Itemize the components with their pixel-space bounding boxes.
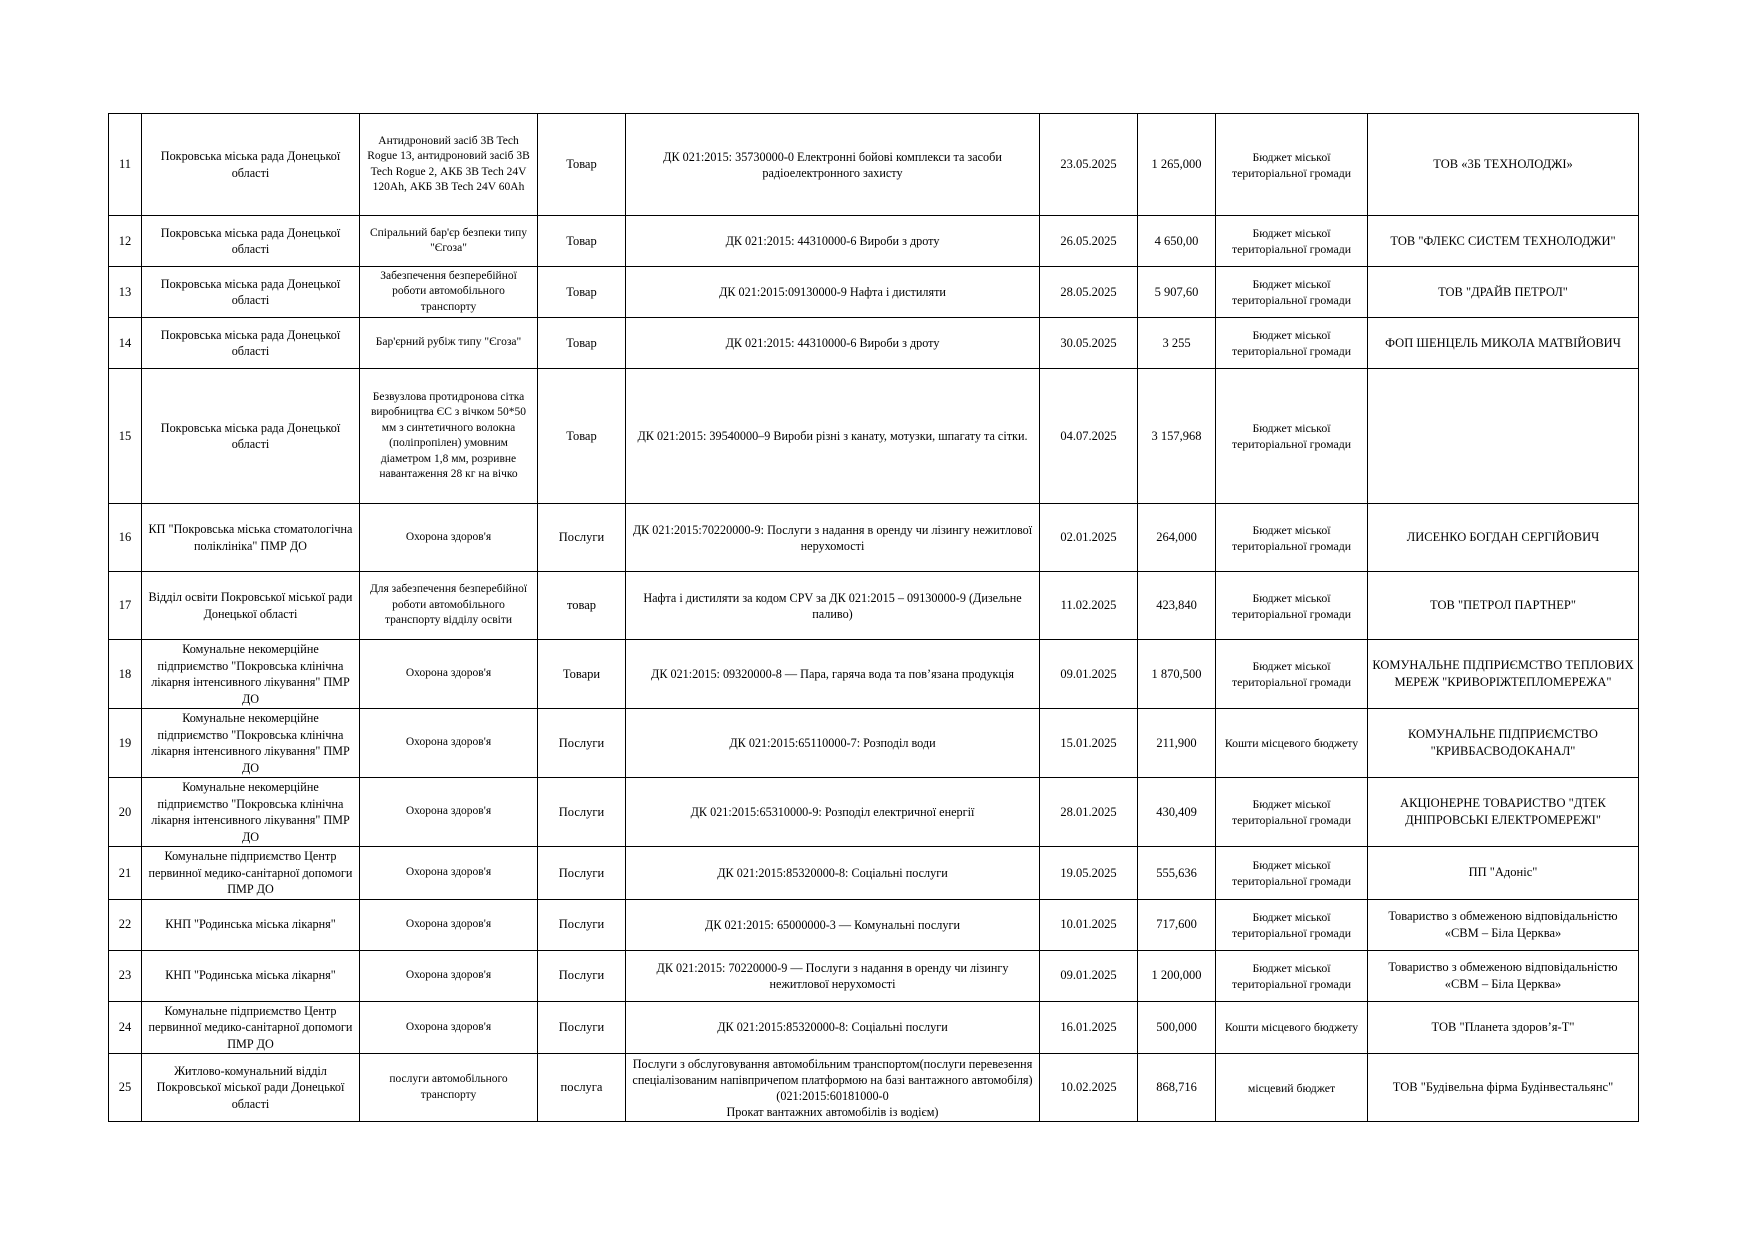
customer-cell: Покровська міська рада Донецької області (142, 318, 360, 369)
supplier-cell: ФОП ШЕНЦЕЛЬ МИКОЛА МАТВІЙОВИЧ (1368, 318, 1639, 369)
subject-cell: Бар'єрний рубіж типу "Єгоза" (360, 318, 538, 369)
subject-cell: Охорона здоров'я (360, 847, 538, 900)
supplier-cell: Товариство з обмеженою відповідальністю «СВМ – Біла Церква» (1368, 950, 1639, 1001)
row-number-cell: 14 (109, 318, 142, 369)
cpv-code-cell: Послуги з обслуговування автомобільним транспортом(послуги перевезення спеціалізованим напівпричепом платформою на базі вантажного автомобіля) (021:2015:60181000-0 Прокат вантажних автомобілів із водієм) (626, 1054, 1040, 1122)
funding-source-cell: Бюджет міської територіальної громади (1216, 114, 1368, 216)
table-row (109, 1001, 1639, 1054)
funding-source-cell: Кошти місцевого бюджету (1216, 1001, 1368, 1054)
customer-cell: Комунальне некомерційне підприємство "Покровська клінічна лікарня інтенсивного лікування" ПМР ДО (142, 640, 360, 709)
supplier-cell: ЛИСЕНКО БОГДАН СЕРГІЙОВИЧ (1368, 504, 1639, 572)
date-cell: 28.01.2025 (1040, 778, 1138, 847)
amount-cell: 555,636 (1138, 847, 1216, 900)
procurement-type-cell: товар (538, 572, 626, 640)
cpv-code-cell: ДК 021:2015:70220000-9: Послуги з надання в оренду чи лізингу нежитлової нерухомості (626, 504, 1040, 572)
row-number-cell: 21 (109, 847, 142, 900)
cpv-code-cell: ДК 021:2015:65310000-9: Розподіл електричної енергії (626, 778, 1040, 847)
funding-source-cell: Бюджет міської територіальної громади (1216, 950, 1368, 1001)
supplier-cell: ПП "Адоніс" (1368, 847, 1639, 900)
funding-source-cell: Бюджет міської територіальної громади (1216, 369, 1368, 504)
procurement-type-cell: Товар (538, 267, 626, 318)
row-number-cell: 23 (109, 950, 142, 1001)
table-row (109, 899, 1639, 950)
date-cell: 11.02.2025 (1040, 572, 1138, 640)
procurement-type-cell: Послуги (538, 778, 626, 847)
amount-cell: 717,600 (1138, 899, 1216, 950)
table-row (109, 1054, 1639, 1122)
customer-cell: КНП "Родинська міська лікарня" (142, 950, 360, 1001)
date-cell: 09.01.2025 (1040, 640, 1138, 709)
date-cell: 02.01.2025 (1040, 504, 1138, 572)
amount-cell: 1 265,000 (1138, 114, 1216, 216)
customer-cell: Відділ освіти Покровської міської ради Донецької області (142, 572, 360, 640)
cpv-code-cell: ДК 021:2015:65110000-7: Розподіл води (626, 709, 1040, 778)
procurement-type-cell: Послуги (538, 899, 626, 950)
amount-cell: 868,716 (1138, 1054, 1216, 1122)
customer-cell: Покровська міська рада Донецької області (142, 216, 360, 267)
funding-source-cell: Бюджет міської територіальної громади (1216, 318, 1368, 369)
procurement-type-cell: Послуги (538, 709, 626, 778)
supplier-cell: КОМУНАЛЬНЕ ПІДПРИЄМСТВО "КРИВБАСВОДОКАНАЛ" (1368, 709, 1639, 778)
table-row (109, 216, 1639, 267)
procurement-type-cell: Товар (538, 369, 626, 504)
amount-cell: 1 200,000 (1138, 950, 1216, 1001)
table-row (109, 847, 1639, 900)
supplier-cell: ТОВ «3Б ТЕХНОЛОДЖІ» (1368, 114, 1639, 216)
date-cell: 23.05.2025 (1040, 114, 1138, 216)
amount-cell: 264,000 (1138, 504, 1216, 572)
amount-cell: 1 870,500 (1138, 640, 1216, 709)
customer-cell: Комунальне некомерційне підприємство "Покровська клінічна лікарня інтенсивного лікування" ПМР ДО (142, 778, 360, 847)
cpv-code-cell: ДК 021:2015: 39540000–9 Вироби різні з канату, мотузки, шпагату та сітки. (626, 369, 1040, 504)
funding-source-cell: Бюджет міської територіальної громади (1216, 216, 1368, 267)
supplier-cell: ТОВ "ФЛЕКС СИСТЕМ ТЕХНОЛОДЖИ" (1368, 216, 1639, 267)
amount-cell: 423,840 (1138, 572, 1216, 640)
procurement-type-cell: Послуги (538, 847, 626, 900)
procurement-type-cell: Послуги (538, 1001, 626, 1054)
amount-cell: 3 157,968 (1138, 369, 1216, 504)
date-cell: 19.05.2025 (1040, 847, 1138, 900)
procurement-type-cell: Послуги (538, 950, 626, 1001)
date-cell: 16.01.2025 (1040, 1001, 1138, 1054)
row-number-cell: 24 (109, 1001, 142, 1054)
date-cell: 10.01.2025 (1040, 899, 1138, 950)
table-row (109, 369, 1639, 504)
supplier-cell: ТОВ "Будівельна фірма Будінвестальянс" (1368, 1054, 1639, 1122)
customer-cell: Комунальне підприємство Центр первинної медико-санітарної допомоги ПМР ДО (142, 1001, 360, 1054)
date-cell: 15.01.2025 (1040, 709, 1138, 778)
table-body (109, 114, 1639, 1122)
date-cell: 04.07.2025 (1040, 369, 1138, 504)
table-row (109, 318, 1639, 369)
cpv-code-cell: ДК 021:2015: 44310000-6 Вироби з дроту (626, 216, 1040, 267)
cpv-code-cell: ДК 021:2015:85320000-8: Соціальні послуги (626, 1001, 1040, 1054)
amount-cell: 500,000 (1138, 1001, 1216, 1054)
cpv-code-cell: ДК 021:2015:85320000-8: Соціальні послуги (626, 847, 1040, 900)
funding-source-cell: Бюджет міської територіальної громади (1216, 572, 1368, 640)
customer-cell: Покровська міська рада Донецької області (142, 369, 360, 504)
amount-cell: 5 907,60 (1138, 267, 1216, 318)
cpv-code-cell: ДК 021:2015:09130000-9 Нафта і дистиляти (626, 267, 1040, 318)
customer-cell: КП "Покровська міська стоматологічна поліклініка" ПМР ДО (142, 504, 360, 572)
procurement-type-cell: послуга (538, 1054, 626, 1122)
subject-cell: Забезпечення безперебійної роботи автомобільного транспорту (360, 267, 538, 318)
date-cell: 10.02.2025 (1040, 1054, 1138, 1122)
funding-source-cell: Бюджет міської територіальної громади (1216, 847, 1368, 900)
supplier-cell: ТОВ "ПЕТРОЛ ПАРТНЕР" (1368, 572, 1639, 640)
subject-cell: Для забезпечення безперебійної роботи автомобільного транспорту відділу освіти (360, 572, 538, 640)
table-row (109, 267, 1639, 318)
subject-cell: Антидроновий засіб 3B Tech Rogue 13, антидроновий засіб 3B Tech Rogue 2, АКБ 3B Tech 24V 120Ah, АКБ 3B Tech 24V 60Ah (360, 114, 538, 216)
amount-cell: 430,409 (1138, 778, 1216, 847)
row-number-cell: 25 (109, 1054, 142, 1122)
row-number-cell: 12 (109, 216, 142, 267)
supplier-cell: АКЦІОНЕРНЕ ТОВАРИСТВО "ДТЕК ДНІПРОВСЬКІ ЕЛЕКТРОМЕРЕЖІ" (1368, 778, 1639, 847)
customer-cell: Комунальне некомерційне підприємство "Покровська клінічна лікарня інтенсивного лікування" ПМР ДО (142, 709, 360, 778)
funding-source-cell: Кошти місцевого бюджету (1216, 709, 1368, 778)
row-number-cell: 13 (109, 267, 142, 318)
row-number-cell: 18 (109, 640, 142, 709)
supplier-cell: Товариство з обмеженою відповідальністю «СВМ – Біла Церква» (1368, 899, 1639, 950)
funding-source-cell: Бюджет міської територіальної громади (1216, 640, 1368, 709)
supplier-cell (1368, 369, 1639, 504)
procurement-type-cell: Товар (538, 318, 626, 369)
customer-cell: КНП "Родинська міська лікарня" (142, 899, 360, 950)
table-row (109, 709, 1639, 778)
amount-cell: 4 650,00 (1138, 216, 1216, 267)
table-row (109, 778, 1639, 847)
customer-cell: Комунальне підприємство Центр первинної медико-санітарної допомоги ПМР ДО (142, 847, 360, 900)
amount-cell: 3 255 (1138, 318, 1216, 369)
date-cell: 09.01.2025 (1040, 950, 1138, 1001)
cpv-code-cell: ДК 021:2015: 44310000-6 Вироби з дроту (626, 318, 1040, 369)
subject-cell: Спіральний бар'єр безпеки типу "Єгоза" (360, 216, 538, 267)
customer-cell: Покровська міська рада Донецької області (142, 114, 360, 216)
subject-cell: Охорона здоров'я (360, 504, 538, 572)
table-row (109, 572, 1639, 640)
cpv-code-cell: ДК 021:2015: 70220000-9 — Послуги з надання в оренду чи лізингу нежитлової нерухомості (626, 950, 1040, 1001)
table-row (109, 950, 1639, 1001)
subject-cell: Охорона здоров'я (360, 1001, 538, 1054)
supplier-cell: КОМУНАЛЬНЕ ПІДПРИЄМСТВО ТЕПЛОВИХ МЕРЕЖ "КРИВОРІЖТЕПЛОМЕРЕЖА" (1368, 640, 1639, 709)
row-number-cell: 17 (109, 572, 142, 640)
subject-cell: Безвузлова протидронова сітка виробництва ЄС з вічком 50*50 мм з синтетичного волокна (поліпропілен) умовним діаметром 1,8 мм, розривне навантаження 28 кг на вічко (360, 369, 538, 504)
subject-cell: Охорона здоров'я (360, 709, 538, 778)
subject-cell: послуги автомобільного транспорту (360, 1054, 538, 1122)
procurement-type-cell: Товари (538, 640, 626, 709)
subject-cell: Охорона здоров'я (360, 899, 538, 950)
subject-cell: Охорона здоров'я (360, 778, 538, 847)
customer-cell: Покровська міська рада Донецької області (142, 267, 360, 318)
table-row (109, 114, 1639, 216)
funding-source-cell: Бюджет міської територіальної громади (1216, 267, 1368, 318)
supplier-cell: ТОВ "ДРАЙВ ПЕТРОЛ" (1368, 267, 1639, 318)
amount-cell: 211,900 (1138, 709, 1216, 778)
row-number-cell: 19 (109, 709, 142, 778)
customer-cell: Житлово-комунальний відділ Покровської міської ради Донецької області (142, 1054, 360, 1122)
date-cell: 26.05.2025 (1040, 216, 1138, 267)
cpv-code-cell: ДК 021:2015: 65000000-3 — Комунальні послуги (626, 899, 1040, 950)
date-cell: 28.05.2025 (1040, 267, 1138, 318)
date-cell: 30.05.2025 (1040, 318, 1138, 369)
supplier-cell: ТОВ "Планета здоров’я-Т" (1368, 1001, 1639, 1054)
cpv-code-cell: ДК 021:2015: 09320000-8 — Пара, гаряча вода та пов’язана продукція (626, 640, 1040, 709)
row-number-cell: 22 (109, 899, 142, 950)
funding-source-cell: Бюджет міської територіальної громади (1216, 899, 1368, 950)
row-number-cell: 16 (109, 504, 142, 572)
row-number-cell: 11 (109, 114, 142, 216)
funding-source-cell: Бюджет міської територіальної громади (1216, 778, 1368, 847)
cpv-code-cell: ДК 021:2015: 35730000-0 Електронні бойові комплекси та засоби радіоелектронного захисту (626, 114, 1040, 216)
funding-source-cell: місцевий бюджет (1216, 1054, 1368, 1122)
row-number-cell: 15 (109, 369, 142, 504)
procurement-type-cell: Товар (538, 114, 626, 216)
row-number-cell: 20 (109, 778, 142, 847)
procurement-table (108, 113, 1639, 1122)
procurement-type-cell: Товар (538, 216, 626, 267)
funding-source-cell: Бюджет міської територіальної громади (1216, 504, 1368, 572)
subject-cell: Охорона здоров'я (360, 950, 538, 1001)
table-row (109, 640, 1639, 709)
procurement-type-cell: Послуги (538, 504, 626, 572)
table-row (109, 504, 1639, 572)
subject-cell: Охорона здоров'я (360, 640, 538, 709)
cpv-code-cell: Нафта і дистиляти за кодом CPV за ДК 021:2015 – 09130000-9 (Дизельне паливо) (626, 572, 1040, 640)
